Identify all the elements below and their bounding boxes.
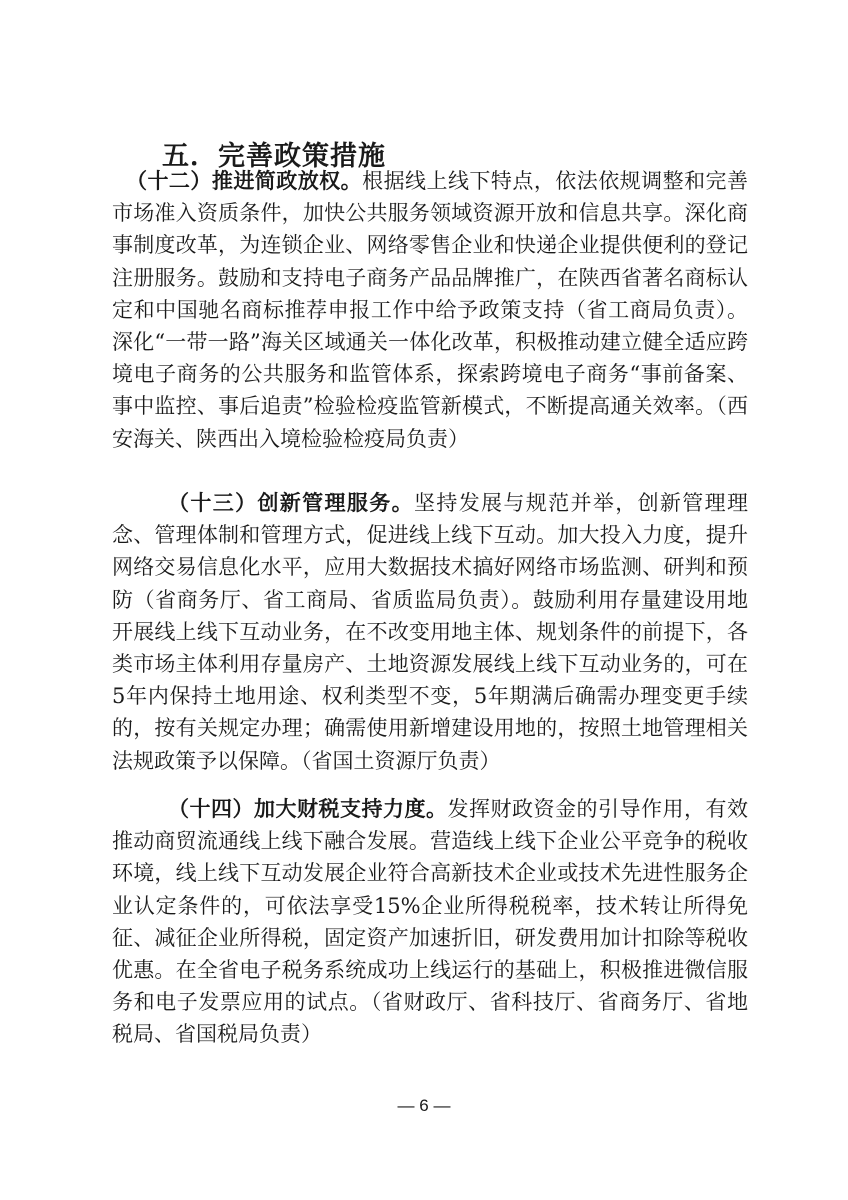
paragraph-13 xyxy=(112,487,748,777)
paragraph-12 xyxy=(112,165,748,455)
page-number: — 6 — xyxy=(397,1096,451,1115)
section-title: 五．完善政策措施 xyxy=(162,141,386,172)
paragraph-12-body: 根据线上线下特点，依法依规调整和完善市场准入资质条件，加快公共服务领域资源开放和信息共享。深化商事制度改革，为连锁企业、网络零售企业和快递企业提供便利的登记注册服务。鼓励和支持电子商务产品品牌推广，在陕西省著名商标认定和中国驰名商标推荐申报工作中给予政策支持（省工商局负责）。深化“一带一路”海关区域通关一体化改革，积极推动建立健全适应跨境电子商务的公共服务和监管体系，探索跨境电子商务“事前备案、事中监控、事后追责”检验检疫监管新模式，不断提高通关效率。（西安海关、陕西出入境检验检疫局负责） xyxy=(112,169,749,451)
paragraph-14 xyxy=(112,793,748,1051)
paragraph-13-heading: （十三）创新管理服务。 xyxy=(168,491,414,515)
paragraph-14-body: 发挥财政资金的引导作用，有效推动商贸流通线上线下融合发展。营造线上线下企业公平竞争的税收环境，线上线下互动发展企业符合高新技术企业或技术先进性服务企业认定条件的，可依法享受15%企业所得税税率，技术转让所得免征、减征企业所得税，固定资产加速折旧，研发费用加计扣除等税收优惠。在全省电子税务系统成功上线运行的基础上，积极推进微信服务和电子发票应用的试点。（省财政厅、省科技厅、省商务厅、省地税局、省国税局负责） xyxy=(112,797,748,1047)
paragraph-14-heading: （十四）加大财税支持力度。 xyxy=(168,797,448,821)
paragraph-12-heading: （十二）推进简政放权。 xyxy=(126,169,363,193)
paragraph-13-body: 坚持发展与规范并举，创新管理理念、管理体制和管理方式，促进线上线下互动。加大投入力度，提升网络交易信息化水平，应用大数据技术搞好网络市场监测、研判和预防（省商务厅、省工商局、省质监局负责）。鼓励利用存量建设用地开展线上线下互动业务，在不改变用地主体、规划条件的前提下，各类市场主体利用存量房产、土地资源发展线上线下互动业务的，可在5年内保持土地用途、权利类型不变，5年期满后确需办理变更手续的，按有关规定办理；确需使用新增建设用地的，按照土地管理相关法规政策予以保障。（省国土资源厅负责） xyxy=(112,491,749,773)
